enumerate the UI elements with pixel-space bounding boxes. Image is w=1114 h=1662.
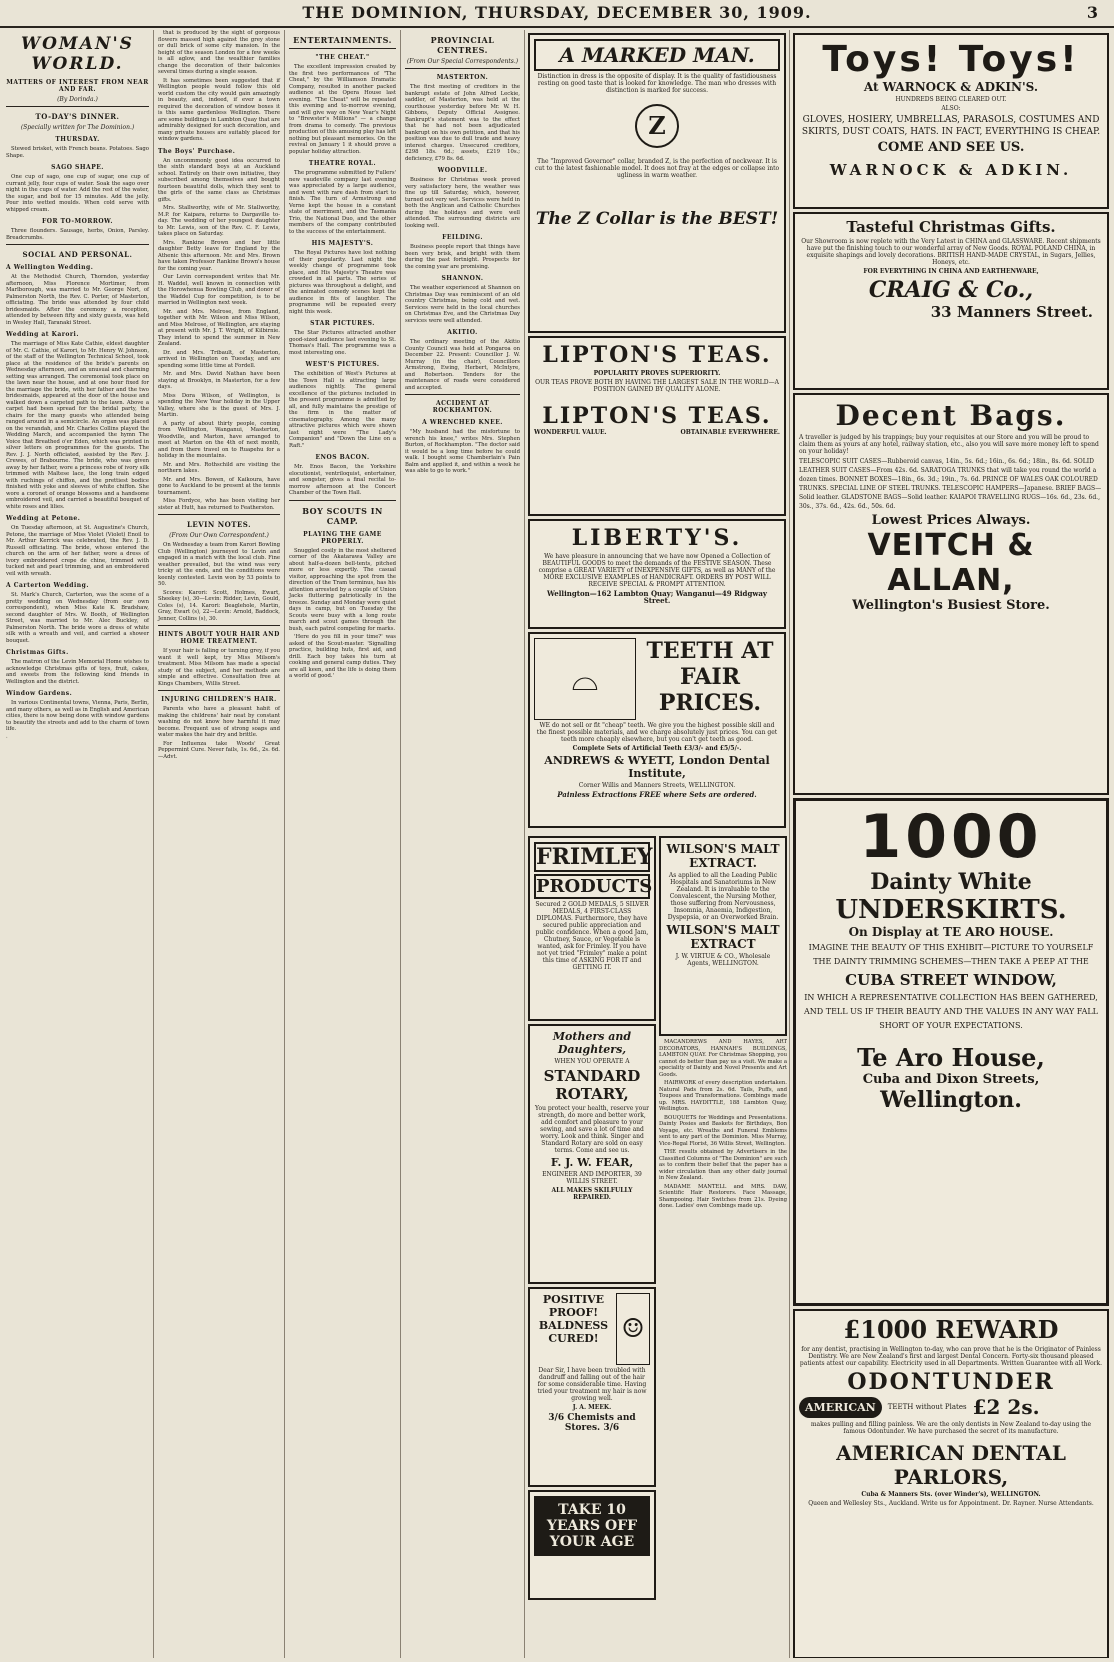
article-text: St. Mark's Church, Carterton, was the scene of a pretty wedding on Wednesday (from our own correspondent), when Miss Kate K. Bradshaw, second daughter of Mrs. W. Booth, of Wellington Street, was married to Mr. Alec Buckley, of Palmerston North. The bride wore a dress of white silk with a wreath and veil, and carried a shower bouquet.	[6, 592, 149, 644]
rotary-title: STANDARD ROTARY,	[543, 1067, 641, 1103]
filler-text: ·	[6, 734, 8, 741]
divider	[158, 625, 280, 626]
article-text: Miss Dora Wilson, of Wellington, is spending the New Year holiday in the Upper Valley, where she is the guest of Mrs. J. Martin.	[158, 392, 280, 418]
article-heading: HIS MAJESTY'S.	[311, 240, 374, 247]
article-heading: THEATRE ROYAL.	[308, 160, 377, 167]
article-text: Mr. and Mrs. Rothschild are visiting the northern lakes.	[158, 461, 280, 474]
teeth-price-2: £2 2s.	[972, 1395, 1040, 1419]
underskirts-count: 1000	[859, 802, 1043, 872]
article-text: Snuggled cosily in the most sheltered corner of the Akatarawa Valley are about half-a-dozen bell-tents, pitched more or less expertly. The casual visitor, approaching the spot from the direction of the Tram terminus, has his attention arrested by a couple of Union Jacks fluttering patriotically in the breeze. Sunday and Monday were quiet days in camp, but on Tuesday the Scouts were busy with a long route march and scout games through the bush, each patrol competing for marks.	[289, 547, 396, 632]
divider	[6, 244, 149, 245]
classified-text: MADAME MANTELL and MRS. DAW, Scientific Hair Restorers. Face Massage, Shampooing. Hair Switches from 21s. Dyeing done. Ladies' own Combings made up.	[659, 1183, 787, 1209]
classified-text: BOUQUETS for Weddings and Presentations. Dainty Posies and Baskets for Birthdays, Bon Voyage, etc. Wreaths and Funeral Emblems sent to any part of the Dominion. Miss Murray, Vice-Regal Florist, 36 Willis Street, Wellington.	[659, 1114, 787, 1147]
menu-text: Stewed brisket, with French beans. Potatoes. Sago Shape.	[6, 146, 149, 159]
divider	[289, 48, 396, 49]
mothers-title: Mothers and Daughters,	[552, 1030, 632, 1056]
article-text: The excellent impression created by the first two performances of "The Cheat," by the Williamson Dramatic Company, resulted in another packed audience at the Opera House last evening. "The Cheat" will be repeated this evening and to-morrow evening, and will give way on New Year's Night to "Brewster's Millions" — a change from drama to comedy. The previous production of this amusing play has left nothing but pleasant memories. On the revival on January 1 it should prove a popular holiday attraction.	[289, 64, 396, 155]
teeth-header	[534, 638, 780, 720]
underskirts-ad	[793, 798, 1109, 1306]
teeth-text: WE do not sell or fit "cheap" teeth. We give you the highest possible skill and the finest possible materials, and we charge absolutely just prices. You can get teeth more cheaply elsewhere, but you can't get teeth as good.	[536, 722, 778, 743]
classified-text: MACANDREWS AND HAYES, ART DECORATORS, HANNAH'S BUILDINGS, LAMBTON QUAY. For Christmas Shopping, you cannot do better than pay us a visit. We make a speciality of Dainty and Novel Presents and Art Goods.	[659, 1039, 787, 1078]
american-badge: AMERICAN	[799, 1397, 882, 1418]
parlors-address: Cuba & Manners Sts. (over Winder's), WELLINGTON.	[861, 1491, 1041, 1498]
classified-text: HAIRWORK of every description undertaken. Natural Pads from 2s. 6d. Tails, Puffs, and Toupees and Transformations. Combings made up. MRS. HAYDITTLE, 188 Lambton Quay, Wellington.	[659, 1080, 787, 1112]
frimley-text: Secured 2 GOLD MEDALS, 5 SILVER MEDALS, 4 FIRST-CLASS DIPLOMAS. Furthermore, they have secured public appreciation and public confidence. When a good Jam, Chutney, Sauce, or Vegetable is wanted, ask for Frimley. If you have not yet tried "Frimley" make a point this time of ASKING FOR IT and GETTING IT.	[535, 901, 649, 971]
column-provincial	[401, 30, 525, 1658]
tomorrow-text: Three flounders. Sausage, herbs, Onion, Parsley. Breadcrumbs.	[6, 228, 149, 241]
social-heading: SOCIAL AND PERSONAL.	[22, 250, 133, 259]
bags-list: TELESCOPIC SUIT CASES—Rubberoid canvas, 14in., 5s. 6d.; 16in., 6s. 6d.; 18in., 8s. 6d. SOLID LEATHER SUIT CASES—From 42s. 6d. SARATOGA TRUNKS that will take you round the world a dozen times. BONNET BOXES—18in., 6s. 3d.; 19in., 7s. 6d. PRINCE OF WALES OAK COLOURED TRUNKS. SPECIAL LINE OF STEEL TRUNKS. TELESCOPIC HAMPERS—Japanese. BRIEF BAGS—Solid leather. GLADSTONE BAGS—Solid leather. KAIAPOI TRAVELLING RUGS—16s. 6d., 23s. 6d., 30s., 37s. 6d., 42s. 6d., 50s. 6d.	[799, 458, 1102, 510]
take-ten-years-ad	[528, 1490, 656, 1600]
column-social-notes	[154, 30, 285, 1658]
town-heading: FEILDING.	[442, 234, 483, 241]
teeth-fair-prices-ad	[528, 632, 786, 828]
town-heading: AKITIO.	[447, 329, 478, 336]
bags-low: Lowest Prices Always.	[871, 513, 1031, 528]
american-dental-ad	[793, 1309, 1109, 1658]
wilson-text: As applied to all the Leading Public Hospitals and Sanatoriums in New Zealand. It is invaluable to the Convalescent, the Nursing Mother, those suffering from Nervousness, Insomnia, Anaemia, Indigestion, Dyspepsia, or an Overworked Brain.	[667, 872, 779, 921]
baldness-ad	[528, 1287, 656, 1487]
craig-address: 33 Manners Street.	[930, 303, 1093, 321]
provincial-sub: (From Our Special Correspondents.)	[406, 58, 519, 65]
wilson-title: WILSON'S MALT EXTRACT.	[666, 842, 780, 870]
decent-bags-ad	[793, 393, 1109, 795]
article-text: The first meeting of creditors in the bankrupt estate of John Alfred Leckie, saddler, of Masterton, was held at the courthouse yesterday before Mr. W. H. Gibbons, Deputy Official Assignee. Bankrupt's statement was to the effect that he had not been adjudicated bankrupt on his own petition, and that his position was due to dull trade and heavy interest charges. Unsecured creditors, £298 18s. 6d.; assets, £219 10s.; deficiency, £79 8s. 6d.	[405, 84, 520, 162]
z-collar-slogan: The Z Collar is the BEST!	[535, 209, 779, 229]
teeth-address: Corner Willis and Manners Streets, WELLINGTON.	[578, 782, 736, 789]
column-womans-world	[2, 30, 154, 1658]
thursday-heading: THURSDAY.	[55, 136, 100, 143]
article-text: Our Levin correspondent writes that Mr. H. Waddel, well known in connection with the Horowhenua Bowling Club, and donor of the Waddel Cup for competition, is to be married in Wellington next week.	[158, 274, 280, 306]
toys-title: Toys! Toys!	[822, 39, 1080, 80]
article-text: An unconmmonly good idea occurred to the sixth standard boys at an Auckland school. Entirely on their own initiative, they subscribed among themselves and bought fourteen beautiful dolls, which they sent to the girls of the same class as Christmas gifts.	[158, 157, 280, 203]
article-text: The marriage of Miss Kate Cathie, eldest daughter of Mr. C. Cathie, of Karori, to Mr. Henry W. Johnson, of the staff of the Wellington Technical School, took place at the residence of the bride's parents on Wednesday afternoon, and an unusual and charming setting was arranged. The ceremonial took place on the lawn near the house, and at one hour fixed for the marriage the bride, with her father and the two bridesmaids, appeared at the door of the house and walked down a carpeted path to the lawn. Above a carpet had been spread for the bridal party, the chairs for the many guests who attended being ranged around in a semicircle. An organ was placed on the verandah, and Mr. Charles Collins played the Wedding March, and accompanied the hymn The Voice that Breathed o'er Eden, which was printed in silver letters on programmes for the guests. The Rev. J. J. North officiated, assisted by the Rev. J. Crewes, of Brabourne. The bride, who was given away by her father, wore a princess robe of ivory silk trimmed with Maltese lace, the long train edged with ruchings of chiffon, and the prettiest bodice finished with yoke and sleeves of white chiffon. She wore a coronet of orange blossoms and a handsome embroidered veil, and carried a beautiful bouquet of white roses and lilies.	[6, 341, 149, 510]
craig-title: Tasteful Christmas Gifts.	[846, 218, 1056, 236]
lipton-title: LIPTON'S TEAS.	[542, 342, 772, 368]
lipton-title-2: LIPTON'S TEAS.	[542, 403, 772, 429]
article-text: Mrs. Rankine Brown and her little daughter Betty leave for England by the Athenic this afternoon. Mr. and Mrs. Brown have taken Professor Rankine Brown's house for the coming year.	[158, 239, 280, 272]
tomorrow-heading: FOR TO-MORROW.	[42, 218, 113, 225]
divider	[158, 514, 280, 515]
masthead-title: THE DOMINION, THURSDAY, DECEMBER 30, 1909.	[302, 3, 812, 22]
lipton-text: OUR TEAS PROVE BOTH BY HAVING THE LARGEST SALE IN THE WORLD—A POSITION GAINED BY QUALITY ALONE.	[535, 379, 779, 393]
dentures-icon: ⌓	[534, 638, 636, 720]
frimley-title: FRIMLEY	[536, 844, 653, 870]
article-text: On Tuesday afternoon, at St. Augustine's Church, Petone, the marriage of Miss Violet (Violet) Enoil to Mr. Arthur Kerrick was celebrated, the Rev. J. D. Russell officiating. The bride, whose entered the church on the arm of her father, wore a dress of ivory embroidered crepe de chine, trimmed with tucked net and pearl trimming, and an embroidered veil with wreath.	[6, 525, 149, 577]
provincial-heading: PROVINCIAL CENTRES.	[430, 35, 495, 55]
marked-man-text-2: The "Improved Governor" collar, branded Z, is the perfection of neckwear. It is cut to the latest fashionable model. It does not fray at the edges or collapse into ugliness in warm weather.	[534, 158, 780, 179]
article-heading: ENOS BACON.	[315, 454, 370, 461]
article-heading: A Wellington Wedding.	[6, 264, 94, 271]
veitch-title: VEITCH & ALLAN,	[867, 528, 1035, 598]
article-text: It has sometimes been suggested that if Wellington people would follow this old world custom the city would gain amazingly in beauty, and, indeed, if ever a town required the decoration of window boxes it is this same gardenless Wellington. There are some buildings in Lambton Quay that are admirably designed for such decoration, and many private houses are suitably placed for window gardens.	[158, 77, 280, 142]
marked-man-title: A MARKED MAN.	[534, 39, 780, 71]
column-entertainments	[285, 30, 401, 1658]
mothers-sub: WHEN YOU OPERATE A	[554, 1058, 630, 1065]
underskirts-sub: On Display at TE ARO HOUSE.	[848, 925, 1054, 939]
toys-firm: WARNOCK & ADKIN.	[829, 161, 1073, 179]
article-text: The programme submitted by Fullers' new vaudeville company last evening was appreciated by a large audience, and went with rare dash from start to finish. The turn of Armstrong and Verne kept the house in a constant state of merriment, and the Tasmania Trio, the National Duo, and the other members of the company contributed to the success of the entertainment.	[289, 170, 396, 235]
article-text: Mr. and Mrs. Bowen, of Kaikoura, have gone to Auckland to be present at the tennis tournament.	[158, 476, 280, 496]
article-text: "My husband had the misfortune to wrench his knee," writes Mrs. Stephen Burton, of Rockhampton. "The doctor said it would be a long time before he could walk. I bought some Chamberlain's Pain Balm and applied it, and within a week he was able to go to work."	[405, 429, 520, 474]
underskirts-text: IMAGINE THE BEAUTY OF THIS EXHIBIT—PICTURE TO YOURSELF THE DAINTY TRIMMING SCHEMES—THEN TAKE A PEEP AT THE	[808, 943, 1094, 966]
craig-ad	[793, 212, 1109, 390]
article-text: Business for Christmas week proved very satisfactory here, the weather was fine up till Saturday, which, however, turned out very wet. Services were held in both the Anglican and Catholic Churches during the holidays and were well attended. The surrounding districts are looking well.	[405, 177, 520, 229]
bald-price: 3/6 Chemists and Stores. 3/6	[548, 1413, 636, 1433]
cuba-window: CUBA STREET WINDOW,	[845, 971, 1057, 989]
article-text: Mr. and Mrs. David Nathan have been staying at Brooklyn, in Masterton, for a few days.	[158, 371, 280, 390]
article-text: Parents who have a pleasant habit of making the childrens' hair neat by constant washing do not know how harmful it may become. Frequent use of strong soaps and water makes the hair dry and brittle.	[158, 706, 280, 738]
masthead	[0, 0, 1114, 28]
teeth-price: Complete Sets of Artificial Teeth £3/3/- and £5/5/-.	[572, 745, 742, 752]
marked-man-text: Distinction in dress is the opposite of display. It is the quality of fastidiousness resting on good taste that is looked for knowledge. The man who dresses with distinction is marked for success.	[537, 73, 777, 94]
article-text: A party of about thirty people, coming from Wellington, Wanganui, Masterton, Woodville, and Marton, have arranged to meet at Marton on the 4th of next month, and from there travel on to Ruapehu for a holiday in the mountains.	[158, 420, 280, 459]
divider	[405, 68, 520, 69]
divider	[405, 394, 520, 395]
reward-text: for any dentist, practising in Wellington to-day, who can prove that he is the Originator of Painless Dentistry. We are New Zealand's first and largest Dental Concern. Forty-six thousand pleased patients attest our capability. Electricity used in all Departments. Written Guarantee with all Work.	[799, 1346, 1103, 1367]
article-text: Business people report that things have been very brisk, and bright with them during the past fortnight. Prospects for the coming year are promising.	[405, 244, 520, 270]
liberty-title: LIBERTY'S.	[571, 525, 743, 551]
article-text: At the Methodist Church, Thorndon, yesterday afternoon, Miss Florence Mortimer, from Marlborough, was married to Mr. George Nort, of Palmerston North, the Rev. C. Porter, of Masterton, officiating. The bride was attended by four child bridesmaids. After the ceremony a reception, attended by between fifty and sixty guests, was held in Wesley Hall, Taranaki Street.	[6, 274, 149, 326]
tearo-sub: Cuba and Dixon Streets,	[862, 1072, 1040, 1087]
veitch-sub: Wellington's Busiest Store.	[852, 598, 1050, 613]
classified-text: THE results obtained by Advertisers in the Classified Columns of "The Dominion" are such as to confirm their belief that the paper has a wider circulation than any other daily journal in New Zealand.	[659, 1149, 787, 1181]
craig-firm: CRAIG & Co.,	[868, 277, 1034, 303]
levin-sub: (From Our Own Correspondent.)	[169, 532, 269, 539]
liberty-ad	[528, 519, 786, 629]
toys-also: ALSO:	[941, 105, 961, 112]
marked-man-ad	[528, 33, 786, 333]
article-text: The weather experienced at Shannon on Christmas Day was reminiscent of an old country Christmas, being cold and wet. Services were held in the local churches on Christmas Eve, and the Christmas Day services were well attended.	[405, 285, 520, 324]
wilson-firm: J. W. VIRTUE & CO., Wholesale Agents, WELLINGTON.	[675, 953, 771, 967]
town-heading: WOODVILLE.	[437, 167, 488, 174]
liberty-address: Wellington—162 Lambton Quay; Wanganui—49 Ridgway Street.	[547, 589, 767, 605]
lipton-sub: POPULARITY PROVES SUPERIORITY.	[593, 370, 721, 377]
article-text: If your hair is falling or turning grey, if you want it well kept, try Miss Milsom's treatment. Miss Milsom has made a special study of the subject, and her methods are simple and effective. Consultation free at Kings Chambers, Willis Street.	[158, 648, 280, 687]
teeth-no-plates: TEETH without Plates	[887, 1403, 967, 1411]
article-text: The ordinary meeting of the Akitio County Council was held at Pongaroa on December 22. Present: Councillor J. W. Murray (in the chair), Councillors Armstrong, Ewing, Herbert, McIntyre, and Robertson. Tenders for the maintenance of roads were considered and accepted.	[405, 339, 520, 391]
dinner-heading: TO-DAY'S DINNER.	[35, 112, 120, 121]
article-heading: The Boys' Purchase.	[158, 147, 236, 155]
standard-rotary-ad	[528, 1024, 656, 1284]
article-heading: A Carterton Wedding.	[6, 582, 89, 589]
liberty-text: We have pleasure in announcing that we have now Opened a Collection of BEAUTIFUL GOODS to meet the demands of the FESTIVE SEASON. These comprise a GREAT VARIETY of INEXPENSIVE GIFTS, as well as MANY of the MORE EXCLUSIVE EXAMPLES of HANDICRAFT. ORDERS BY POST WILL RECEIVE SPECIAL & PROMPT ATTENTION.	[538, 553, 776, 588]
divider	[289, 500, 396, 501]
article-text: The exhibition of West's Pictures at the Town Hall is attracting large audiences nightly. The general excellence of the pictures included in the present programme is admitted by all, and fully maintains the prestige of the firm in the matter of cinematography. Among the many attractive pictures which were shown last night were "The Lady's Companion" and "Down the Line on a Raft."	[289, 371, 396, 449]
town-heading: MASTERTON.	[436, 74, 489, 81]
z-collar-badge-icon: Z	[635, 104, 679, 148]
article-heading: "THE CHEAT."	[315, 54, 370, 61]
reward-title: £1000 REWARD	[843, 1315, 1059, 1344]
take-ten-title: TAKE 10 YEARS OFF YOUR AGE	[534, 1496, 650, 1556]
article-text: that is produced by the sight of gorgeous flowers massed high against the grey stone or dull brick of some city mansion. In the height of the season London for a few weeks is all aglow, and the wealthier families change the decoration of their balconies several times during a single season.	[158, 30, 280, 75]
rotary-text: You protect your health, reserve your strength, do more and better work, add comfort and pleasure to your sewing, and save a lot of time and worry. Look and think. Singer and Standard Rotary are sold on easy terms. Come and see us.	[535, 1105, 649, 1154]
lipton-value: WONDERFUL VALUE.	[534, 429, 607, 436]
tearo-city: Wellington.	[880, 1087, 1022, 1113]
bags-intro: A traveller is judged by his trappings; buy your requisites at our Store and you will be proud to claim them as yours at any hotel, railway station, etc., also you will save more money left to spend on your holiday!	[799, 434, 1099, 455]
article-text: The matron of the Levin Memorial Home wishes to acknowledge Christmas gifts of toys, fruit, cakes, and sweets from the following kind friends in Wellington and the district.	[6, 659, 149, 685]
womans-world-title: WOMAN'S WORLD.	[21, 34, 134, 74]
town-heading: SHANNON.	[441, 275, 484, 282]
craig-text: Our Showroom is now replete with the Very Latest in CHINA and GLASSWARE. Recent shipments have put the finishing touch to our wonderful array of New Goods. ROYAL POLAND CHINA, in exquisite shapings and lovely decorations. BRITISH HAND-MADE CRYSTAL, in Sugars, Jellies, Honeys, etc.	[801, 238, 1101, 266]
article-heading: Christmas Gifts.	[6, 649, 69, 656]
article-text: Miss Fordyce, who has been visiting her sister at Hutt, has returned to Featherston.	[158, 498, 280, 511]
page-number: 3	[1086, 3, 1098, 22]
dainty-title: Dainty White	[870, 869, 1032, 895]
toys-come: COME AND SEE US.	[877, 140, 1025, 155]
divider	[6, 106, 149, 107]
frimley-title-2: PRODUCTS	[536, 876, 653, 897]
toys-sub-2: HUNDREDS BEING CLEARED OUT.	[895, 96, 1007, 103]
lipton-everywhere: OBTAINABLE EVERYWHERE.	[680, 429, 780, 436]
injuring-heading: INJURING CHILDREN'S HAIR.	[161, 696, 277, 703]
odontunder-title: ODONTUNDER	[847, 1369, 1055, 1395]
accident-heading: ACCIDENT AT ROCKHAMTON.	[432, 400, 493, 414]
boy-scouts-sub: PLAYING THE GAME PROPERLY.	[303, 530, 382, 545]
teeth-title: TEETH AT FAIR PRICES.	[646, 638, 774, 716]
lipton-ad	[528, 336, 786, 516]
article-heading: Window Gardens.	[6, 690, 73, 697]
right-ad-stack	[659, 833, 787, 1658]
article-heading: WEST'S PICTURES.	[305, 361, 380, 368]
article-text: 'Here do you fill in your time?' was asked of the Scout-master. 'Signalling practice, building huts, first aid, and drill. Each boy takes his turn at cooking and general camp duties. They are all keen, and the life is doing them a world of good.'	[289, 634, 396, 679]
article-heading: STAR PICTURES.	[310, 320, 375, 327]
toys-ad	[793, 33, 1109, 209]
divider	[158, 690, 280, 691]
bald-text: Dear Sir, I have been troubled with dandruff and falling out of the hair for some considerable time. Having tried your treatment my hair is now growing well.	[537, 1367, 647, 1402]
frimley-ad	[528, 836, 656, 1021]
article-text: On Wednesday a team from Karori Bowling Club (Wellington) journeyed to Levin and engaged in a match with the local club. Fine weather prevailed, but the wind was very tricky at the ends, and the conditions were keenly contested. Levin won by 53 points to 50.	[158, 542, 280, 587]
underskirts-text-2: IN WHICH A REPRESENTATIVE COLLECTION HAS BEEN GATHERED, AND TELL US IF THEIR BEAUTY AND THE VALUES IN ANY WAY FALL SHORT OF YOUR EXPECTATIONS.	[804, 993, 1098, 1030]
hints-heading: HINTS ABOUT YOUR HAIR AND HOME TREATMENT.	[158, 631, 280, 645]
fear-name: F. J. W. FEAR,	[550, 1156, 634, 1169]
teeth-firm: ANDREWS & WYETT, London Dental Institute,	[544, 754, 770, 780]
column-adverts-right	[790, 30, 1112, 1658]
baldness-header	[534, 1293, 650, 1365]
boy-scouts-heading: BOY SCOUTS IN CAMP.	[302, 505, 383, 526]
parlors-footer: Queen and Wellesley Sts., Auckland. Write us for Appointment. Dr. Rayner. Nurse Attendants.	[808, 1500, 1094, 1507]
craig-line: FOR EVERYTHING IN CHINA AND EARTHENWARE,	[863, 268, 1039, 275]
article-text: Mr. and Mrs. Melrose, from England, together with Mr. Wilson and Miss Wilson, and Miss Melrose, of Wellington, are staying at present with Mr. J. T. Wright, of Kilbirnie. They intend to spend the summer in New Zealand.	[158, 308, 280, 347]
advert-line: For Influenza take Woods' Great Peppermint Cure. Never fails, 1s. 6d., 2s. 6d.—Advt.	[158, 740, 280, 760]
article-heading: Wedding at Petone.	[6, 515, 81, 522]
positive-title: POSITIVE PROOF!	[542, 1293, 605, 1319]
toys-sub: At WARNOCK & ADKIN'S.	[863, 80, 1039, 94]
wilson-title-2: WILSON'S MALT EXTRACT	[666, 923, 780, 951]
underskirts-title: UNDERSKIRTS.	[835, 895, 1067, 925]
levin-heading: LEVIN NOTES.	[186, 520, 252, 529]
teeth-tagline: Painless Extractions FREE where Sets are ordered.	[557, 790, 757, 799]
sago-heading: SAGO SHAPE.	[51, 164, 104, 171]
article-text: Scores: Karori: Scott, Holmes, Ewart, Sheekey (s), 30—Levin: Ridder, Levin, Gould, Coles (s), 14. Karori: Beaglehole, Martin, Gray, Ewart (s), 22—Levin: Arnold, Baddock, Jenner, Collins (s), 30.	[158, 589, 280, 622]
article-heading: Wedding at Karori.	[6, 331, 79, 338]
article-text: Mrs. Stallworthy, wife of Mr. Stallworthy, M.P. for Kaipara, returns to Dargaville to-day. The wedding of her youngest daughter to Mr. Lewis, son of the Rev. C. F. Lewis, takes place on Saturday.	[158, 205, 280, 237]
wilson-malt-ad	[659, 836, 787, 1036]
article-text: Dr. and Mrs. Tribault, of Masterton, arrived in Wellington on Tuesday, and are spending some little time at Fordell.	[158, 349, 280, 369]
article-text: In various Continental towns, Vienna, Paris, Berlin, and many others, as well as in English and American cities, there is now being done with window gardens to beautify the streets and add to the charm of town life.	[6, 700, 149, 732]
bald-title: BALDNESS CURED!	[538, 1319, 609, 1345]
sago-text: One cup of sago, one cup of sugar, one cup of currant jelly, four cups of water. Soak the sago over night in the cups of water. Add the rest of the water, the sugar, and boil for 15 minutes. Add the jelly. Pour into wetted moulds. When cold serve with whipped cream.	[6, 174, 149, 213]
fear-sub: ENGINEER AND IMPORTER, 39 WILLIS STREET.	[542, 1171, 642, 1185]
teeth-offer-row	[799, 1395, 1103, 1419]
byline: (By Dorinda.)	[57, 96, 98, 103]
toys-list: GLOVES, HOSIERY, UMBRELLAS, PARASOLS, COSTUMES AND SKIRTS, DUST COATS, HATS. IN FACT, EVERYTHING IS CHEAP.	[801, 115, 1101, 137]
tearo-title: Te Aro House,	[857, 1043, 1045, 1072]
parlors-title: AMERICAN DENTAL PARLORS,	[836, 1441, 1066, 1489]
bags-title: Decent Bags.	[835, 399, 1067, 432]
lipton-footer	[534, 429, 780, 436]
left-ad-stack	[528, 833, 656, 1658]
article-text: The Star Pictures attracted another good-sized audience last evening to St. Thomas's Hall. The programme was a most interesting one.	[289, 330, 396, 356]
fear-tag: ALL MAKES SKILFULLY REPAIRED.	[551, 1187, 633, 1201]
portrait-icon: ☺	[616, 1293, 650, 1365]
entertainments-heading: ENTERTAINMENTS.	[293, 35, 392, 45]
odontunder-text: makes pulling and filling painless. We are the only dentists in New Zealand to-day using the famous Odontunder. We have purchased the secret of its manufacture.	[810, 1421, 1092, 1435]
special-note: (Specially written for The Dominion.)	[20, 124, 135, 131]
womans-world-subtitle: MATTERS OF INTEREST FROM NEAR AND FAR.	[6, 79, 149, 93]
bald-signature: J. A. MEEK.	[572, 1404, 612, 1411]
accident-sub: A WRENCHED KNEE.	[422, 419, 503, 426]
baldness-titles	[534, 1293, 613, 1365]
article-text: The Royal Pictures have lost nothing of their popularity. Last night the weekly change of programme took place, and His Majesty's Theatre was crowded in all parts. The series of pictures was throughout a delight, and the animated comedy scenes kept the audience in fits of laughter. The programme will be repeated every night this week.	[289, 250, 396, 315]
article-text: Mr. Enos Bacon, the Yorkshire elocutionist, ventriloquist, entertainer, and songster, gives a final recital to-morrow afternoon at the Concert Chamber of the Town Hall.	[289, 464, 396, 496]
column-adverts-centre	[525, 30, 790, 1658]
